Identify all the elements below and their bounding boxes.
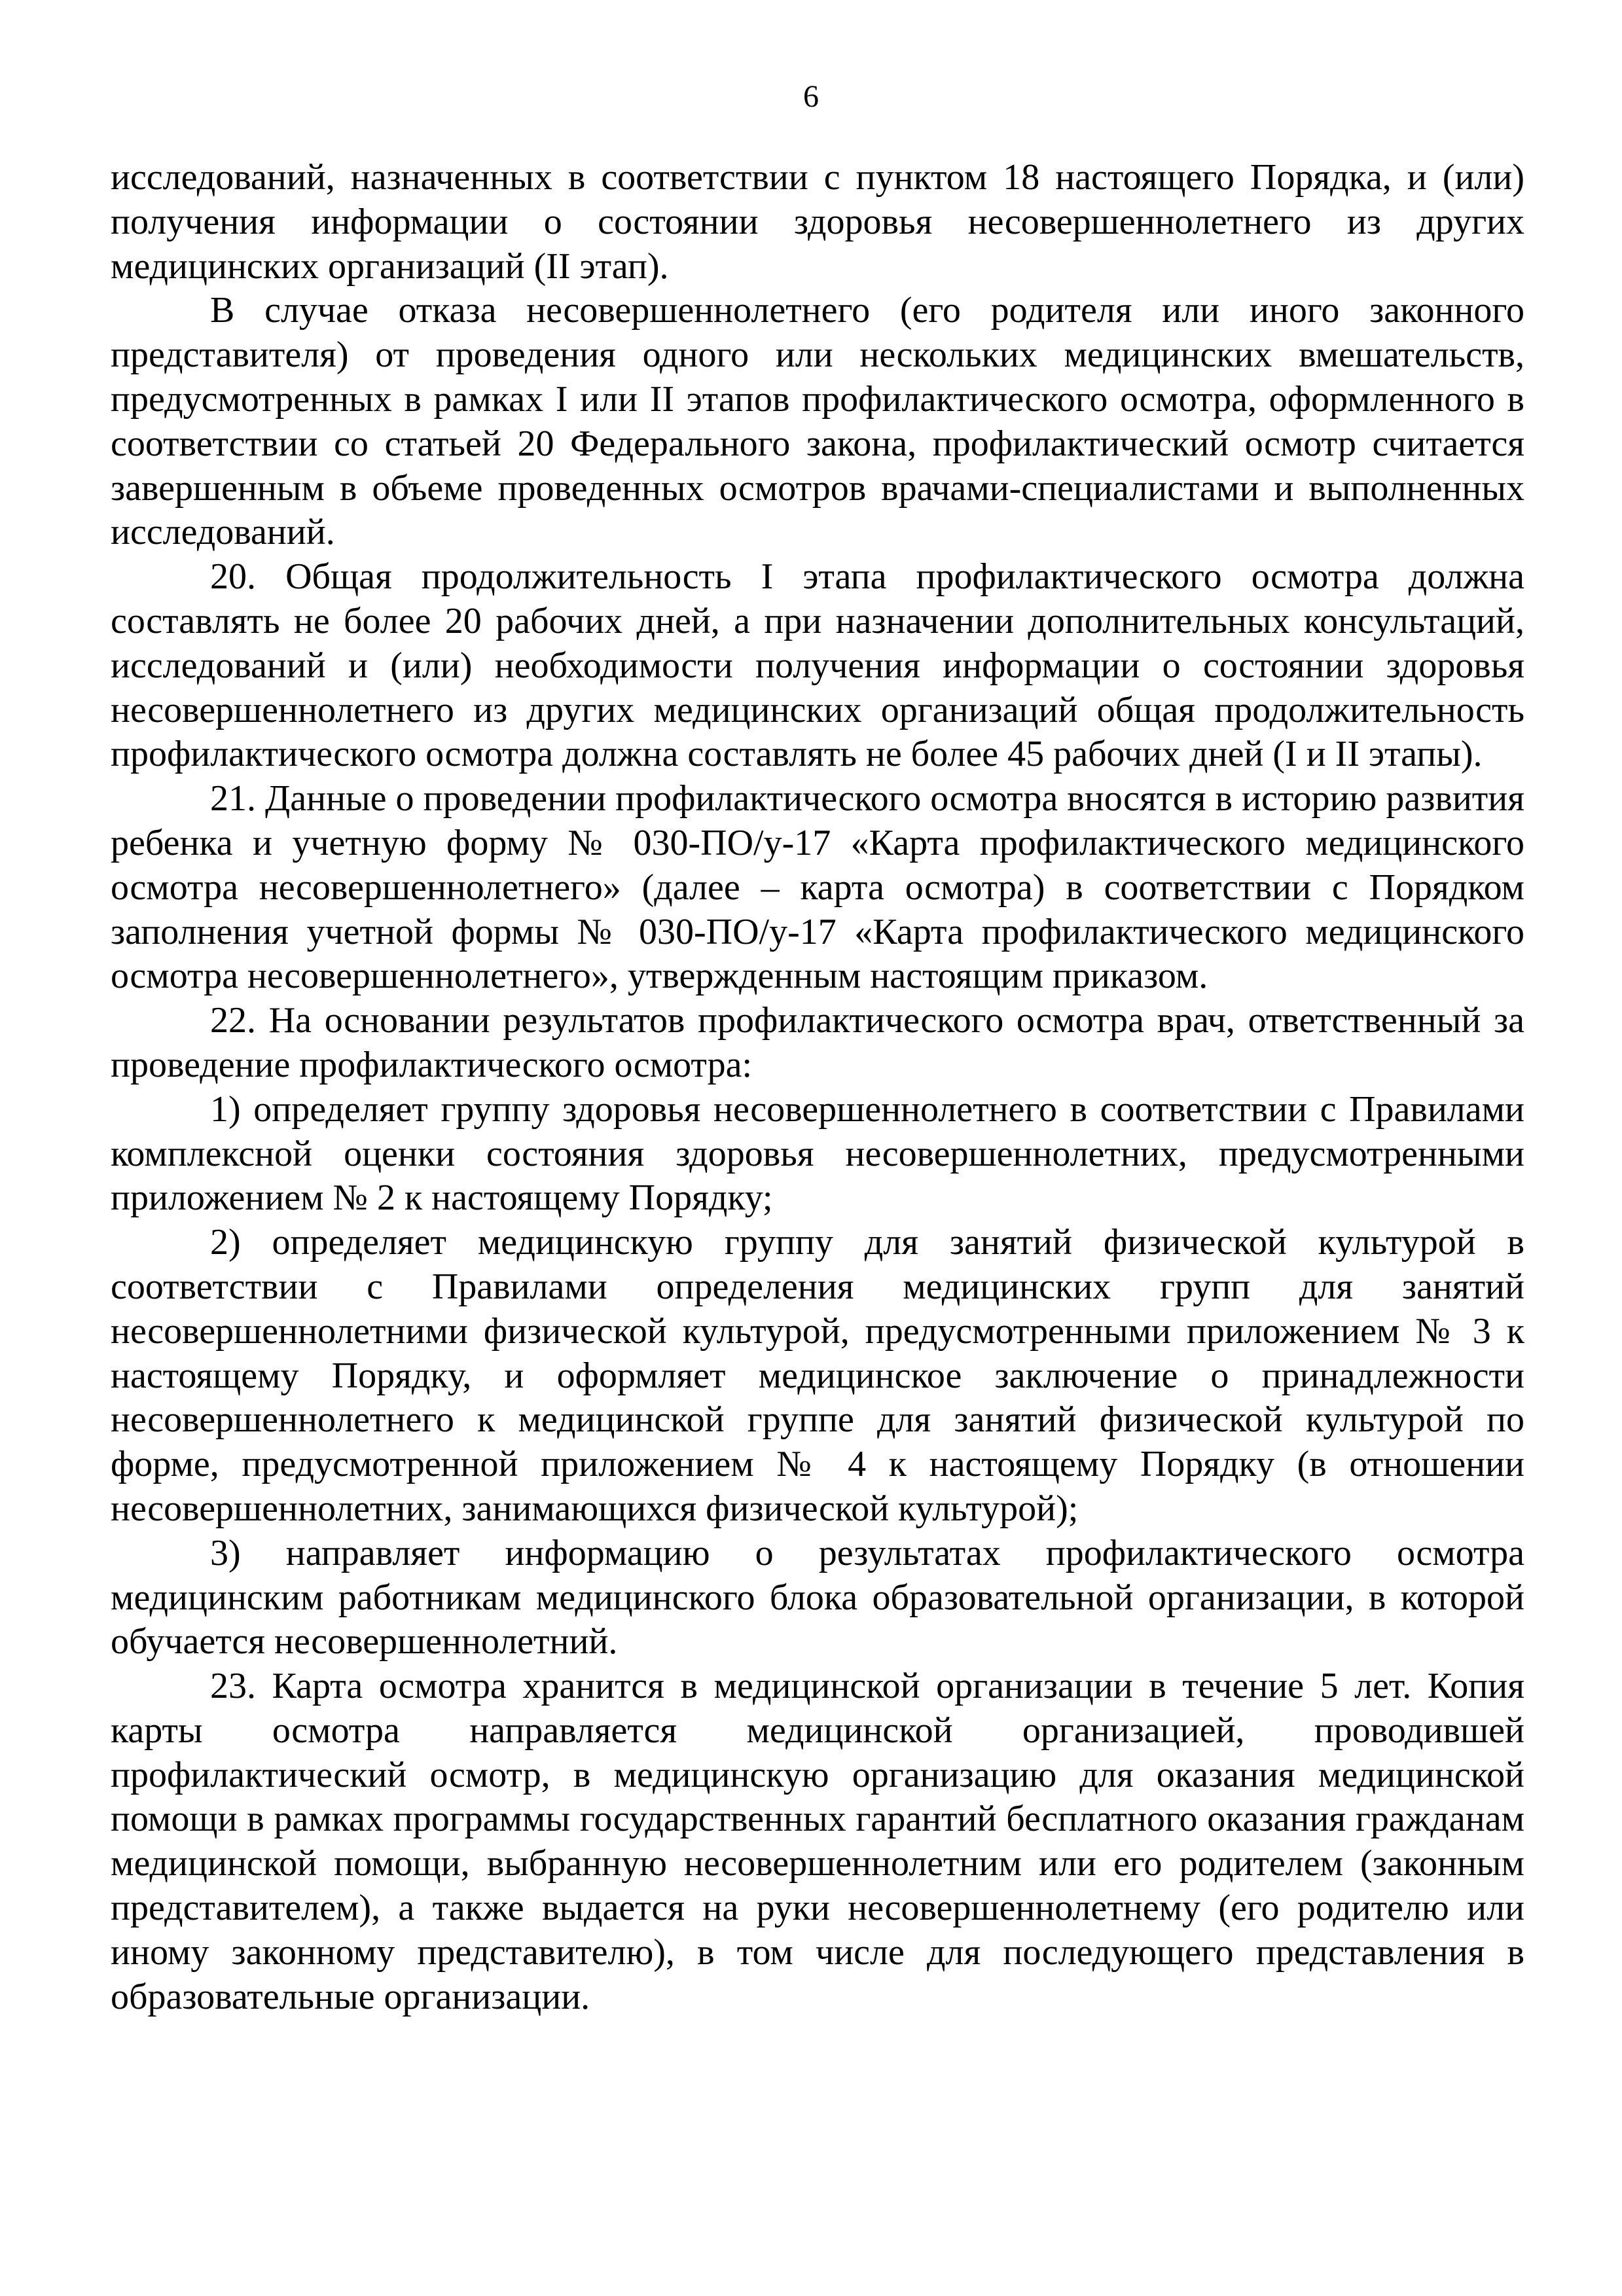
paragraph-refusal: В случае отказа несовершеннолетнего (его родителя или иного законного представителя) от проведения одного или нескольких медицинских вмешательств, предусмотренных в рамках I или II этапов профилактического осмотра, оформленного в соответствии со статьей 20 Федерального закона, профилактический осмотр считается завершенным в объеме проведенных осмотров врачами-специалистами и выполненных исследований. xyxy=(111,290,1524,553)
paragraph-item-21: 21. Данные о проведении профилактического осмотра вносятся в историю развития ребенка и учетную форму № 030-ПО/у-17 «Карта профилактического медицинского осмотра несовершеннолетнего» (далее – карта осмотра) в соответствии с Порядком заполнения учетной формы № 030-ПО/у-17 «Карта профилактического медицинского осмотра несовершеннолетнего», утвержденным настоящим приказом. xyxy=(111,778,1524,997)
paragraph-item-22: 22. На основании результатов профилактического осмотра врач, ответственный за проведение профилактического осмотра: xyxy=(111,1000,1524,1085)
paragraph-continuation: исследований, назначенных в соответствии с пунктом 18 настоящего Порядка, и (или) получения информации о состоянии здоровья несовершеннолетнего из других медицинских организаций (II этап). xyxy=(111,157,1524,287)
paragraph-item-22-3: 3) направляет информацию о результатах профилактического осмотра медицинским работникам медицинского блока образовательной организации, в которой обучается несовершеннолетний. xyxy=(111,1532,1524,1662)
document-body xyxy=(111,156,1524,2019)
paragraph-item-22-2: 2) определяет медицинскую группу для занятий физической культурой в соответствии с Правилами определения медицинских групп для занятий несовершеннолетними физической культурой, предусмотренными приложением № 3 к настоящему Порядку, и оформляет медицинское заключение о принадлежности несовершеннолетнего к медицинской группе для занятий физической культурой по форме, предусмотренной приложением № 4 к настоящему Порядку (в отношении несовершеннолетних, занимающихся физической культурой); xyxy=(111,1222,1524,1529)
page-number: 6 xyxy=(803,79,819,114)
paragraph-item-22-1: 1) определяет группу здоровья несовершеннолетнего в соответствии с Правилами комплексной оценки состояния здоровья несовершеннолетних, предусмотренными приложением № 2 к настоящему Порядку; xyxy=(111,1088,1524,1219)
paragraph-item-23: 23. Карта осмотра хранится в медицинской организации в течение 5 лет. Копия карты осмотра направляется медицинской организацией, проводившей профилактический осмотр, в медицинскую организацию для оказания медицинской помощи в рамках программы государственных гарантий бесплатного оказания гражданам медицинской помощи, выбранную несовершеннолетним или его родителем (законным представителем), а также выдается на руки несовершеннолетнему (его родителю или иному законному представителю), в том числе для последующего представления в образовательные организации. xyxy=(111,1666,1524,2017)
paragraph-item-20: 20. Общая продолжительность I этапа профилактического осмотра должна составлять не более 20 рабочих дней, а при назначении дополнительных консультаций, исследований и (или) необходимости получения информации о состоянии здоровья несовершеннолетнего из других медицинских организаций общая продолжительность профилактического осмотра должна составлять не более 45 рабочих дней (I и II этапы). xyxy=(111,556,1524,775)
